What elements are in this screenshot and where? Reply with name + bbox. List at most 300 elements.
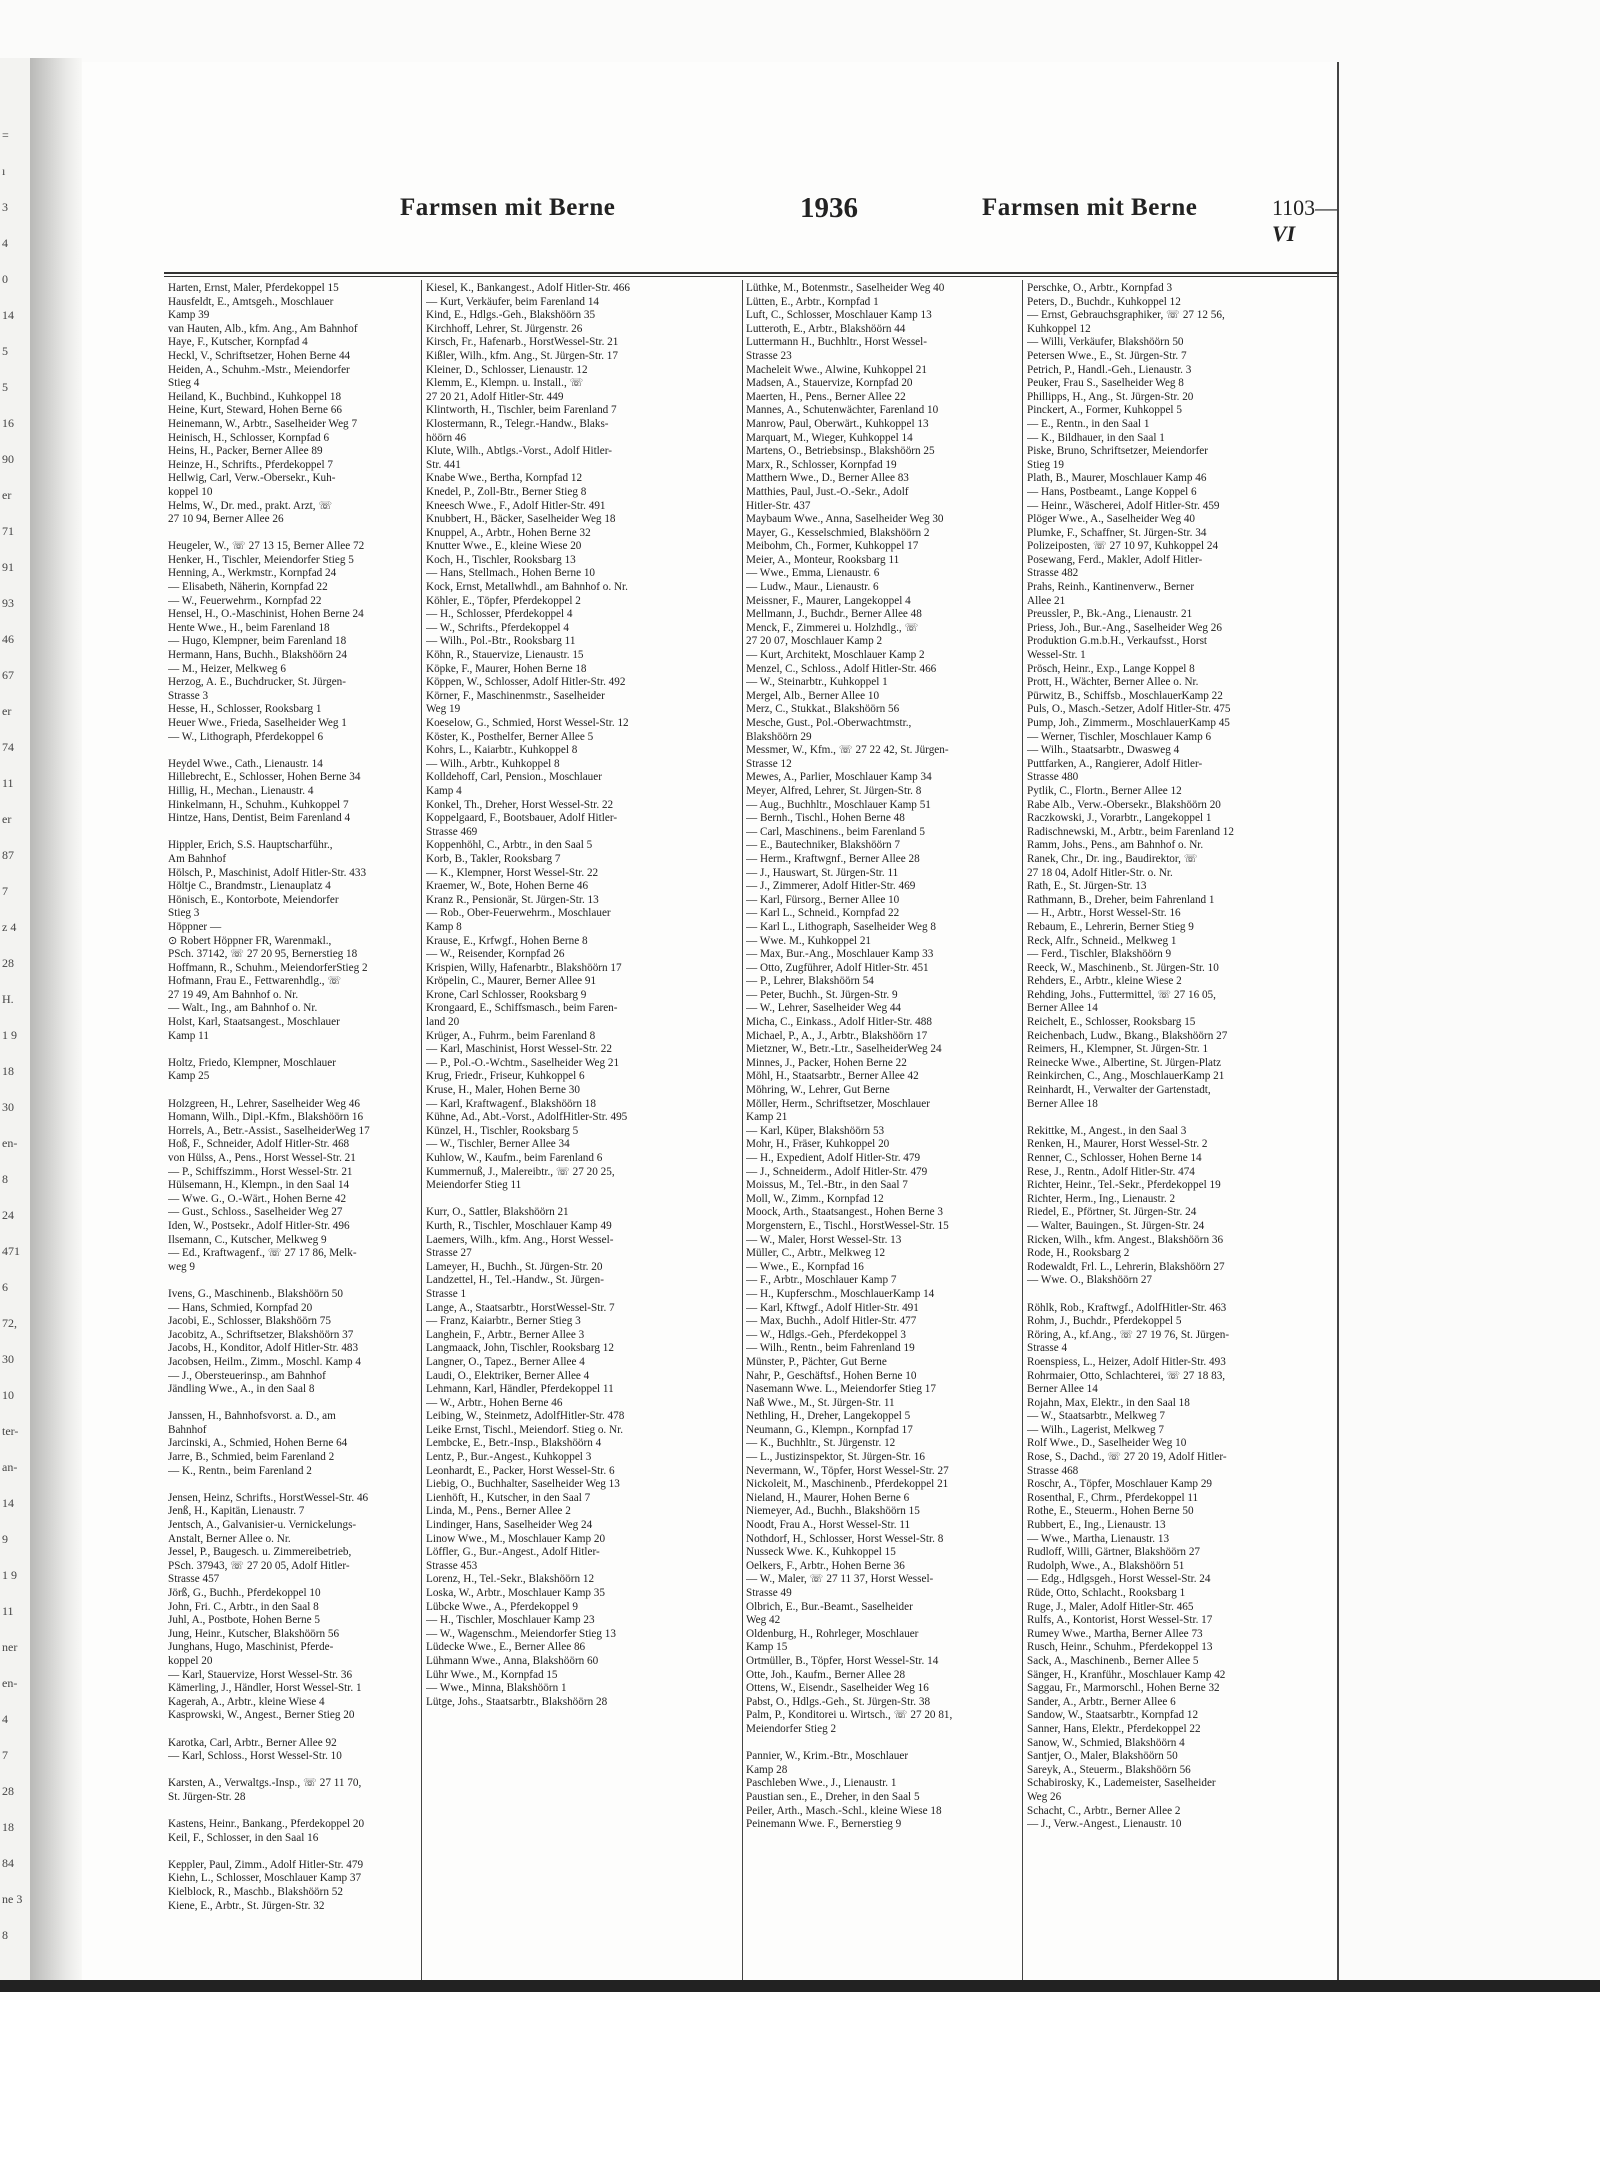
directory-entry-line: Ilsemann, C., Kutscher, Melkweg 9 <box>168 1233 327 1246</box>
directory-entry-line: Phillipps, H., Ang., St. Jürgen-Str. 20 <box>1027 390 1194 403</box>
directory-entry-line: Pannier, W., Krim.-Btr., Moschlauer <box>746 1750 909 1763</box>
directory-entry-line: Jarre, B., Schmied, beim Farenland 2 <box>168 1451 335 1464</box>
directory-entry-line: — K., Buchhltr., St. Jürgenstr. 12 <box>746 1437 896 1450</box>
directory-entry-line: Kagerah, A., Arbtr., kleine Wiese 4 <box>168 1695 325 1708</box>
directory-entry-line: — Werner, Tischler, Moschlauer Kamp 6 <box>1027 730 1212 743</box>
directory-entry-line: Kruse, H., Maler, Hohen Berne 30 <box>426 1084 580 1097</box>
directory-entry-line: Weg 19 <box>426 703 461 716</box>
directory-entry-line: — P., Pol.-O.-Wchtm., Saselheider Weg 21 <box>426 1056 620 1069</box>
directory-entry-line: Knubbert, H., Bäcker, Saselheider Weg 18 <box>426 513 616 526</box>
directory-entry-line: Mellmann, J., Buchdr., Berner Allee 48 <box>746 608 922 621</box>
directory-entry-line: Landzettel, H., Tel.-Handw., St. Jürgen- <box>426 1274 604 1287</box>
directory-entry-line: — W., Lithograph, Pferdekoppel 6 <box>168 730 324 743</box>
directory-entry-line: Lütge, Johs., Staatsarbtr., Blakshöörn 28 <box>426 1695 608 1708</box>
adjacent-page-fragment: 4 <box>2 1712 8 1726</box>
directory-entry-line: Krug, Friedr., Friseur, Kuhkoppel 6 <box>426 1070 585 1083</box>
directory-entry-line: — Gust., Schloss., Saselheider Weg 27 <box>168 1206 343 1219</box>
directory-entry-line: Hausfeldt, E., Amtsgeh., Moschlauer <box>168 295 334 308</box>
directory-entry-line: Ottens, W., Eisendr., Saselheider Weg 16 <box>746 1682 929 1695</box>
directory-entry-line: Am Bahnhof <box>168 852 227 865</box>
directory-entry-line: — Karl, Fürsorg., Berner Allee 10 <box>746 893 900 906</box>
directory-entry-line: Rode, H., Rooksbarg 2 <box>1027 1247 1130 1260</box>
directory-entry-line: Lütten, E., Arbtr., Kornpfad 1 <box>746 295 879 308</box>
adjacent-page-fragment: ı <box>2 164 6 178</box>
adjacent-page-fragment: 4 <box>2 236 8 250</box>
directory-entry-line: Strasse 4 <box>1027 1342 1068 1355</box>
directory-entry-line: Mietzner, W., Betr.-Ltr., SaselheiderWeg 24 <box>746 1043 942 1056</box>
directory-entry-line: Krongaard, E., Schiffsmasch., beim Faren- <box>426 1002 618 1015</box>
directory-entry-line: Reeck, W., Maschinenb., St. Jürgen-Str. 10 <box>1027 961 1219 974</box>
directory-entry-line: Lühr Wwe., M., Kornpfad 15 <box>426 1668 558 1681</box>
directory-entry-line: Posewang, Ferd., Makler, Adolf Hitler- <box>1027 553 1203 566</box>
directory-entry-line: — Max, Bur.-Ang., Moschlauer Kamp 33 <box>746 948 934 961</box>
adjacent-page-fragment: 90 <box>2 452 14 466</box>
directory-entry-line: höörn 46 <box>426 431 467 444</box>
directory-entry-line: Müller, C., Arbtr., Melkweg 12 <box>746 1247 886 1260</box>
directory-entry-line: Hitler-Str. 437 <box>746 499 811 512</box>
directory-entry-line: Reinhardt, H., Verwalter der Gartenstadt, <box>1027 1084 1211 1097</box>
directory-entry-line: Linda, M., Pens., Berner Allee 2 <box>426 1505 571 1518</box>
directory-entry-line: koppel 10 <box>168 485 213 498</box>
directory-entry-line: Knabe Wwe., Bertha, Kornpfad 12 <box>426 472 583 485</box>
directory-entry-line: Nieland, H., Maurer, Hohen Berne 6 <box>746 1491 910 1504</box>
directory-entry-line: Köhn, R., Stauervize, Lienaustr. 15 <box>426 649 584 662</box>
directory-entry-line: — K., Bildhauer, in den Saal 1 <box>1027 431 1165 444</box>
directory-entry-line: Kneesch Wwe., F., Adolf Hitler-Str. 491 <box>426 499 606 512</box>
directory-entry-line: Röring, A., kf.Ang., ☏ 27 19 76, St. Jürgen- <box>1027 1328 1230 1341</box>
directory-entry-line: Berner Allee 18 <box>1027 1097 1098 1110</box>
directory-entry-line: — Wwe., Emma, Lienaustr. 6 <box>746 567 880 580</box>
directory-entry-line: Peiler, Arth., Masch.-Schl., kleine Wiese 18 <box>746 1804 942 1817</box>
directory-entry-line: Koeselow, G., Schmied, Horst Wessel-Str. 12 <box>426 717 629 729</box>
directory-entry-line: Leibing, W., Steinmetz, AdolfHitler-Str. 478 <box>426 1410 625 1423</box>
directory-entry-line: Jentsch, A., Galvanisier-u. Vernickelungs- <box>168 1519 357 1532</box>
directory-entry-line: — Ludw., Maur., Lienaustr. 6 <box>746 581 879 594</box>
directory-entry-line: — W., Feuerwehrm., Kornpfad 22 <box>168 594 322 607</box>
directory-entry-line: — Wilh., Pol.-Btr., Rooksbarg 11 <box>426 635 576 648</box>
directory-entry-line: Strasse 23 <box>746 349 792 362</box>
directory-entry-line: Rose, S., Dachd., ☏ 27 20 19, Adolf Hitler- <box>1027 1451 1227 1464</box>
directory-entry-line: Lembcke, E., Betr.-Insp., Blakshöörn 4 <box>426 1437 602 1450</box>
adjacent-page-fragment: 1 9 <box>2 1028 17 1042</box>
directory-entry-line: Jarcinski, A., Schmied, Hohen Berne 64 <box>168 1437 348 1450</box>
directory-entry-line: — W., Tischler, Berner Allee 34 <box>426 1138 570 1151</box>
directory-entry-line: Laudi, O., Elektriker, Berner Allee 4 <box>426 1369 590 1382</box>
directory-entry-line: Weg 42 <box>746 1614 781 1627</box>
directory-entry-line: Weg 26 <box>1027 1790 1062 1803</box>
adjacent-page-fragment: 7 <box>2 1748 8 1762</box>
directory-entry-line: Kißler, Wilh., kfm. Ang., St. Jürgen-Str. 17 <box>426 349 618 362</box>
directory-entry-line: Jacobitz, A., Schriftsetzer, Blakshöörn 37 <box>168 1328 354 1341</box>
directory-entry-line: — Karl L., Lithograph, Saselheider Weg 8 <box>746 920 936 933</box>
directory-entry-line: Moock, Arth., Staatsangest., Hohen Berne 3 <box>746 1206 943 1219</box>
adjacent-page-fragment: 30 <box>2 1352 14 1366</box>
directory-entry-line: Herzog, A. E., Buchdrucker, St. Jürgen- <box>168 676 346 689</box>
directory-entry-line: Kiehn, L., Schlosser, Moschlauer Kamp 37 <box>168 1872 362 1885</box>
directory-entry-line: Strasse 12 <box>746 757 792 770</box>
directory-entry-line: — Ernst, Gebrauchsgraphiker, ☏ 27 12 56, <box>1027 309 1225 322</box>
adjacent-page-fragment: en- <box>2 1136 18 1150</box>
blank-scan-area <box>0 1992 1600 2177</box>
page-header <box>82 182 1342 246</box>
adjacent-page-fragment: er <box>2 704 12 718</box>
directory-entry-line: Sanow, W., Schmied, Blakshöörn 4 <box>1027 1736 1185 1749</box>
directory-entry-line: — Karl L., Schneid., Kornpfad 22 <box>746 907 900 920</box>
directory-entry-line: Kamp 21 <box>746 1111 788 1124</box>
directory-entry-line: Hinkelmann, H., Schuhm., Kuhkoppel 7 <box>168 798 349 811</box>
directory-entry-line: Koch, H., Tischler, Rooksbarg 13 <box>426 553 576 566</box>
directory-entry-line <box>168 826 420 840</box>
directory-entry-line: Karsten, A., Verwaltgs.-Insp., ☏ 27 11 70, <box>168 1777 362 1790</box>
directory-entry-line: Meissner, F., Maurer, Langekoppel 4 <box>746 594 911 607</box>
directory-entry-line: Strasse 1 <box>426 1287 467 1300</box>
directory-entry-line: Palm, P., Konditorei u. Wirtsch., ☏ 27 20 81, <box>746 1709 953 1722</box>
directory-entry-line: Jensen, Heinz, Schrifts., HorstWessel-Str. 46 <box>168 1491 369 1504</box>
adjacent-page-fragment: = <box>2 128 9 142</box>
directory-entry-line: Hente Wwe., H., beim Farenland 18 <box>168 621 330 634</box>
directory-column-4 <box>1027 282 1327 1832</box>
directory-entry-line: — Hugo, Klempner, beim Farenland 18 <box>168 635 347 648</box>
directory-entry-line: Knutter Wwe., E., kleine Wiese 20 <box>426 540 582 553</box>
directory-entry-line: Leonhardt, E., Packer, Horst Wessel-Str. 6 <box>426 1464 615 1477</box>
directory-entry-line: Möhl, H., Staatsarbtr., Berner Allee 42 <box>746 1070 919 1083</box>
directory-entry-line: Hintze, Hans, Dentist, Beim Farenland 4 <box>168 812 351 825</box>
directory-entry-line: — Karl, Kraftwagenf., Blakshöörn 18 <box>426 1097 596 1110</box>
directory-entry-line: Rabe Alb., Verw.-Obersekr., Blakshöörn 20 <box>1027 798 1221 811</box>
directory-entry-line: Korb, B., Takler, Rooksbarg 7 <box>426 852 561 865</box>
directory-entry-line: Kamp 28 <box>746 1763 788 1776</box>
directory-entry-line: — J., Hauswart, St. Jürgen-Str. 11 <box>746 866 899 879</box>
directory-entry-line: — L., Justizinspektor, St. Jürgen-Str. 16 <box>746 1451 925 1464</box>
directory-entry-line: Kämerling, J., Händler, Horst Wessel-Str. 1 <box>168 1682 362 1695</box>
directory-entry-line: — Ed., Kraftwagenf., ☏ 27 17 86, Melk- <box>168 1247 357 1260</box>
directory-entry-line: — Ferd., Tischler, Blakshöörn 9 <box>1027 948 1172 961</box>
column-separator <box>421 280 422 2030</box>
directory-entry-line: Höltje C., Brandmstr., Lienauplatz 4 <box>168 880 331 893</box>
directory-entry-line: Luft, C., Schlosser, Moschlauer Kamp 13 <box>746 309 932 322</box>
directory-entry-line: Priess, Joh., Bur.-Ang., Saselheider Weg 26 <box>1027 621 1222 634</box>
directory-entry-line: Köster, K., Posthelfer, Berner Allee 5 <box>426 730 594 743</box>
adjacent-page-fragment: 11 <box>2 1604 14 1618</box>
directory-entry-line: Henning, A., Werkmstr., Kornpfad 24 <box>168 567 337 580</box>
directory-entry-line: Nasemann Wwe. L., Meiendorfer Stieg 17 <box>746 1383 936 1396</box>
directory-entry-line: — Karl, Kftwgf., Adolf Hitler-Str. 491 <box>746 1301 919 1314</box>
column-separator <box>1022 280 1023 2030</box>
directory-entry-line: Lüthke, M., Botenmstr., Saselheider Weg 40 <box>746 282 945 294</box>
directory-entry-line: Plumke, F., Schaffner, St. Jürgen-Str. 34 <box>1027 526 1207 539</box>
directory-entry-line: Hippler, Erich, S.S. Hauptscharführ., <box>168 839 333 852</box>
directory-entry-line: koppel 20 <box>168 1654 213 1667</box>
directory-entry-line: Wessel-Str. 1 <box>1027 649 1086 662</box>
directory-entry-line: Reichelt, E., Schlosser, Rooksbarg 15 <box>1027 1016 1196 1029</box>
directory-entry-line: Richter, Herm., Ing., Lienaustr. 2 <box>1027 1192 1176 1205</box>
directory-entry-line: 27 19 49, Am Bahnhof o. Nr. <box>168 988 299 1001</box>
directory-entry-line: Ruge, J., Maler, Adolf Hitler-Str. 465 <box>1027 1600 1194 1613</box>
directory-entry-line: Hellwig, Carl, Verw.-Obersekr., Kuh- <box>168 472 336 485</box>
directory-entry-line: — Edg., Hdlgsgeh., Horst Wessel-Str. 24 <box>1027 1573 1211 1586</box>
directory-entry-line: Rudloff, Willi, Gärtner, Blakshöörn 27 <box>1027 1546 1201 1559</box>
directory-entry-line: Nevermann, W., Töpfer, Horst Wessel-Str. 27 <box>746 1464 949 1477</box>
directory-entry-line: Reck, Alfr., Schneid., Melkweg 1 <box>1027 934 1177 947</box>
directory-entry-line: Kastens, Heinr., Bankang., Pferdekoppel 20 <box>168 1818 365 1831</box>
adjacent-page-fragment: 28 <box>2 956 14 970</box>
directory-entry-line: Kirsch, Fr., Hafenarb., HorstWessel-Str. 21 <box>426 336 619 349</box>
directory-entry-line: — K., Klempner, Horst Wessel-Str. 22 <box>426 866 599 879</box>
directory-entry-line: Lange, A., Staatsarbtr., HorstWessel-Str. 7 <box>426 1301 615 1314</box>
directory-entry-line: Prahs, Reinh., Kantinenverw., Berner <box>1027 581 1195 594</box>
directory-entry-line: Paustian sen., E., Dreher, in den Saal 5 <box>746 1790 920 1803</box>
adjacent-page-fragment: 87 <box>2 848 14 862</box>
directory-entry-line: — Wilh., Rentn., beim Fahrenland 19 <box>746 1342 915 1355</box>
directory-entry-line: Heugeler, W., ☏ 27 13 15, Berner Allee 72 <box>168 540 365 553</box>
directory-entry-line: Schacht, C., Arbtr., Berner Allee 2 <box>1027 1804 1181 1817</box>
directory-entry-line: Rubbert, E., Ing., Lienaustr. 13 <box>1027 1519 1166 1532</box>
directory-entry-line: Peuker, Frau S., Saselheider Weg 8 <box>1027 377 1184 390</box>
adjacent-page-fragment: 74 <box>2 740 14 754</box>
directory-entry-line: Micha, C., Einkass., Adolf Hitler-Str. 488 <box>746 1016 932 1029</box>
directory-entry-line: Lühmann Wwe., Anna, Blakshöörn 60 <box>426 1654 599 1667</box>
directory-entry-line: Pinckert, A., Former, Kuhkoppel 5 <box>1027 404 1182 417</box>
directory-entry-line: Kiesel, K., Bankangest., Adolf Hitler-Str. 466 <box>426 282 630 294</box>
directory-entry-line: Plath, B., Maurer, Moschlauer Kamp 46 <box>1027 472 1207 485</box>
directory-entry-line <box>168 1805 420 1819</box>
directory-entry-line: Petersen Wwe., E., St. Jürgen-Str. 7 <box>1027 349 1187 362</box>
directory-entry-line: Laemers, Wilh., kfm. Ang., Horst Wessel- <box>426 1233 614 1246</box>
directory-entry-line: Niemeyer, Ad., Buchh., Blakshöörn 15 <box>746 1505 920 1518</box>
directory-entry-line: Jacobsen, Heilm., Zimm., Moschl. Kamp 4 <box>168 1355 361 1368</box>
directory-entry-line: Jacobi, E., Schlosser, Blakshöörn 75 <box>168 1315 331 1328</box>
directory-entry-line: Heuer Wwe., Frieda, Saselheider Weg 1 <box>168 717 347 729</box>
directory-entry-line: Keppler, Paul, Zimm., Adolf Hitler-Str. 479 <box>168 1858 364 1871</box>
directory-entry-line <box>168 1043 420 1057</box>
directory-entry-line: Reimers, H., Klempner, St. Jürgen-Str. 1 <box>1027 1043 1209 1056</box>
directory-entry-line: Ricken, Wilh., kfm. Angest., Blakshöörn 36 <box>1027 1233 1224 1246</box>
directory-entry-line: Saggau, Fr., Marmorschl., Hohen Berne 32 <box>1027 1682 1220 1695</box>
directory-entry-line: Jessel, P., Baugesch. u. Zimmereibetrieb, <box>168 1546 352 1559</box>
book-gutter-shadow <box>30 58 82 1983</box>
directory-entry-line: Kind, E., Hdlgs.-Geh., Blakshöörn 35 <box>426 309 596 322</box>
directory-entry-line: Polizeiposten, ☏ 27 10 97, Kuhkoppel 24 <box>1027 540 1219 553</box>
directory-entry-line: Strasse 482 <box>1027 567 1079 580</box>
directory-entry-line: Kranz R., Pensionär, St. Jürgen-Str. 13 <box>426 893 599 906</box>
directory-entry-line: — F., Arbtr., Moschlauer Kamp 7 <box>746 1274 897 1287</box>
directory-entry-line: — Wwe. O., Blakshöörn 27 <box>1027 1274 1153 1287</box>
directory-entry-line: Hermann, Hans, Buchh., Blakshöörn 24 <box>168 649 347 662</box>
directory-entry-line: Klintworth, H., Tischler, beim Farenland 7 <box>426 404 617 417</box>
directory-entry-line: — Kurt, Architekt, Moschlauer Kamp 2 <box>746 649 925 662</box>
directory-entry-line: Rohm, J., Buchdr., Pferdekoppel 5 <box>1027 1315 1182 1328</box>
adjacent-page-fragment: 18 <box>2 1064 14 1078</box>
directory-entry-line: Horrels, A., Betr.-Assist., SaselheiderWeg 17 <box>168 1124 370 1137</box>
adjacent-page-fragment: H. <box>2 992 14 1006</box>
adjacent-page-fragment: 1 9 <box>2 1568 17 1582</box>
directory-entry-line: Lüdecke Wwe., E., Berner Allee 86 <box>426 1641 586 1654</box>
header-left-title: Farmsen mit Berne <box>400 194 616 221</box>
adjacent-page-fragment: 16 <box>2 416 14 430</box>
adjacent-page-fragment: 8 <box>2 1928 8 1942</box>
directory-entry-line: Berner Allee 14 <box>1027 1383 1098 1396</box>
directory-entry-line: Merz, C., Stukkat., Blakshöörn 56 <box>746 703 900 716</box>
directory-entry-line: Puttfarken, A., Rangierer, Adolf Hitler- <box>1027 757 1203 770</box>
directory-entry-line: Meiendorfer Stieg 11 <box>426 1179 522 1192</box>
directory-entry-line: Konkel, Th., Dreher, Horst Wessel-Str. 22 <box>426 798 614 811</box>
directory-entry-line: Mohr, H., Fräser, Kuhkoppel 20 <box>746 1138 890 1151</box>
directory-entry-line: Holtz, Friedo, Klempner, Moschlauer <box>168 1056 336 1069</box>
directory-entry-line: Rath, E., St. Jürgen-Str. 13 <box>1027 880 1147 893</box>
directory-entry-line: Künzel, H., Tischler, Rooksbarg 5 <box>426 1124 579 1137</box>
directory-entry-line: Krone, Carl Schlosser, Rooksbarg 9 <box>426 988 587 1001</box>
directory-entry-line <box>168 1478 420 1492</box>
directory-entry-line: — W., Schrifts., Pferdekoppel 4 <box>426 621 569 634</box>
directory-entry-line: Strasse 457 <box>168 1573 220 1586</box>
directory-entry-line: Meyer, Alfred, Lehrer, St. Jürgen-Str. 8 <box>746 784 922 797</box>
directory-entry-line: Rüde, Otto, Schlacht., Rooksbarg 1 <box>1027 1587 1186 1599</box>
directory-entry-line: Kasprowski, W., Angest., Berner Stieg 20 <box>168 1709 355 1722</box>
adjacent-page-fragment: 0 <box>2 272 8 286</box>
directory-entry-line: — Wilh., Lagerist, Melkweg 7 <box>1027 1423 1164 1436</box>
directory-entry-line: Holzgreen, H., Lehrer, Saselheider Weg 46 <box>168 1097 360 1110</box>
adjacent-page-fragment: ne 3 <box>2 1892 23 1906</box>
directory-entry-line: Strasse 453 <box>426 1559 478 1572</box>
directory-entry-line: Helms, W., Dr. med., prakt. Arzt, ☏ <box>168 499 333 512</box>
adjacent-page-fragment: er <box>2 812 12 826</box>
directory-entry-line: — Bernh., Tischl., Hohen Berne 48 <box>746 812 905 825</box>
directory-entry-line: Nahr, P., Geschäftsf., Hohen Berne 10 <box>746 1369 917 1382</box>
directory-entry-line: Janssen, H., Bahnhofsvorst. a. D., am <box>168 1410 336 1423</box>
directory-entry-line: — K., Rentn., beim Farenland 2 <box>168 1464 312 1477</box>
directory-entry-line: — Wwe. M., Kuhkoppel 21 <box>746 934 872 947</box>
directory-entry-line: Kirchhoff, Lehrer, St. Jürgenstr. 26 <box>426 322 583 335</box>
adjacent-page-fragment: ter- <box>2 1424 19 1438</box>
adjacent-page-fragment: 67 <box>2 668 14 682</box>
directory-entry-line <box>746 1737 1020 1751</box>
directory-entry-line: Langhein, F., Arbtr., Berner Allee 3 <box>426 1328 585 1341</box>
directory-entry-line: — Carl, Maschinens., beim Farenland 5 <box>746 825 925 838</box>
directory-entry-line: Münster, P., Pächter, Gut Berne <box>746 1355 887 1368</box>
header-page-number <box>1272 195 1342 247</box>
directory-entry-line: — Karl, Schloss., Horst Wessel-Str. 10 <box>168 1750 342 1763</box>
directory-entry-line: Hülsemann, H., Klempn., in den Saal 14 <box>168 1179 350 1192</box>
directory-entry-line <box>426 1193 740 1207</box>
directory-entry-line: Strasse 49 <box>746 1587 792 1599</box>
directory-entry-line: Hensel, H., O.-Maschinist, Hohen Berne 24 <box>168 608 364 621</box>
directory-entry-line: Renken, H., Maurer, Horst Wessel-Str. 2 <box>1027 1138 1208 1151</box>
directory-entry-line: Lübcke Wwe., A., Pferdekoppel 9 <box>426 1600 579 1613</box>
directory-entry-line: — W., Arbtr., Hohen Berne 46 <box>426 1396 563 1409</box>
directory-entry-line: Jenß, H., Kapitän, Lienaustr. 7 <box>168 1505 305 1518</box>
directory-entry-line: Nethling, H., Dreher, Langekoppel 5 <box>746 1410 911 1423</box>
directory-entry-line: Rulfs, A., Kontorist, Horst Wessel-Str. 17 <box>1027 1614 1213 1627</box>
adjacent-page-fragment: 30 <box>2 1100 14 1114</box>
directory-entry-line: Rojahn, Max, Elektr., in den Saal 18 <box>1027 1396 1190 1409</box>
directory-entry-line: Hillebrecht, E., Schlosser, Hohen Berne 34 <box>168 771 361 784</box>
directory-entry-line: Menzel, C., Schloss., Adolf Hitler-Str. 466 <box>746 662 937 675</box>
directory-entry-line: Lentz, P., Bur.-Angest., Kuhkoppel 3 <box>426 1451 592 1464</box>
directory-entry-line: Sander, A., Arbtr., Berner Allee 6 <box>1027 1695 1176 1708</box>
directory-entry-line: Matthern Wwe., D., Berner Allee 83 <box>746 472 909 485</box>
directory-entry-line: Keil, F., Schlosser, in den Saal 16 <box>168 1831 319 1844</box>
directory-entry-line: Heinze, H., Schrifts., Pferdekoppel 7 <box>168 458 333 471</box>
directory-entry-line: Knuppel, A., Arbtr., Hohen Berne 32 <box>426 526 591 539</box>
adjacent-page-fragment: 8 <box>2 1172 8 1186</box>
column-separator <box>742 280 743 2030</box>
directory-entry-line: Petrich, P., Handl.-Geh., Lienaustr. 3 <box>1027 363 1192 376</box>
directory-entry-line: — H., Schlosser, Pferdekoppel 4 <box>426 608 573 621</box>
directory-entry-line: Strasse 480 <box>1027 771 1079 784</box>
directory-entry-line: — Wilh., Staatsarbtr., Dwasweg 4 <box>1027 744 1180 757</box>
directory-entry-line: Marx, R., Schlosser, Kornpfad 19 <box>746 458 897 471</box>
directory-entry-line: Schabirosky, K., Lademeister, Saselheider <box>1027 1777 1216 1790</box>
directory-entry-line: Jörß, G., Buchh., Pferdekoppel 10 <box>168 1587 321 1599</box>
directory-entry-line: St. Jürgen-Str. 28 <box>168 1790 246 1803</box>
directory-entry-line: Kuhlow, W., Kaufm., beim Farenland 6 <box>426 1152 603 1164</box>
directory-entry-line: — Wwe., Minna, Blakshöörn 1 <box>426 1682 567 1695</box>
directory-entry-line: Perschke, O., Arbtr., Kornpfad 3 <box>1027 282 1173 294</box>
directory-entry-line: Linow Wwe., M., Moschlauer Kamp 20 <box>426 1532 606 1545</box>
directory-entry-line: Kamp 15 <box>746 1641 788 1654</box>
directory-entry-line: Stieg 3 <box>168 907 200 920</box>
header-year: 1936 <box>800 192 858 224</box>
directory-entry-line: Heinemann, W., Arbtr., Saselheider Weg 7 <box>168 417 358 430</box>
directory-entry-line <box>168 1764 420 1778</box>
directory-entry-line: Klute, Wilh., Abtlgs.-Vorst., Adolf Hitler- <box>426 445 612 458</box>
directory-entry-line: — Willi, Verkäufer, Blakshöörn 50 <box>1027 336 1184 349</box>
directory-entry-line: Luttermann H., Buchhltr., Horst Wessel- <box>746 336 927 349</box>
directory-entry-line: — W., Wagenschm., Meiendorfer Stieg 13 <box>426 1627 616 1640</box>
directory-entry-line: Berner Allee 14 <box>1027 1002 1098 1015</box>
directory-entry-line: PSch. 37142, ☏ 27 20 95, Bernerstieg 18 <box>168 948 358 961</box>
directory-entry-line: Heinisch, H., Schlosser, Kornpfad 6 <box>168 431 330 444</box>
directory-entry-line <box>1027 1111 1327 1125</box>
directory-entry-line: Krüger, A., Fuhrm., beim Farenland 8 <box>426 1029 596 1042</box>
directory-entry-line: Produktion G.m.b.H., Verkaufsst., Horst <box>1027 635 1208 648</box>
directory-entry-line: Kühne, Ad., Abt.-Vorst., AdolfHitler-Str. 495 <box>426 1111 628 1124</box>
directory-entry-line: Strasse 3 <box>168 689 209 702</box>
directory-entry-line: — Karl, Küper, Blakshöörn 53 <box>746 1124 885 1137</box>
directory-entry-line <box>1027 1288 1327 1302</box>
directory-entry-line: — Wwe., E., Kornpfad 16 <box>746 1260 864 1273</box>
page-number-suffix: VI <box>1272 221 1296 246</box>
directory-entry-line: Lienhöft, H., Kutscher, in den Saal 7 <box>426 1491 591 1504</box>
directory-entry-line: Neumann, G., Klempn., Kornpfad 17 <box>746 1423 913 1436</box>
directory-entry-line: Peinemann Wwe. F., Bernerstieg 9 <box>746 1818 902 1831</box>
directory-entry-line: — W., Reisender, Kornpfad 26 <box>426 948 565 961</box>
directory-entry-line: — Walt., Ing., am Bahnhof o. Nr. <box>168 1002 318 1015</box>
directory-entry-line: Sänger, H., Kranführ., Moschlauer Kamp 42 <box>1027 1668 1226 1681</box>
directory-entry-line: — P., Schiffszimm., Horst Wessel-Str. 21 <box>168 1165 353 1178</box>
directory-entry-line: Lehmann, Karl, Händler, Pferdekoppel 11 <box>426 1383 614 1396</box>
directory-entry-line: 27 18 04, Adolf Hitler-Str. o. Nr. <box>1027 866 1173 879</box>
directory-entry-line: Kurr, O., Sattler, Blakshöörn 21 <box>426 1206 569 1219</box>
directory-entry-line: Maerten, H., Pens., Berner Allee 22 <box>746 390 906 403</box>
directory-entry-line: — W., Steinarbtr., Kuhkoppel 1 <box>746 676 888 689</box>
directory-entry-line: — P., Lehrer, Blakshöörn 54 <box>746 975 874 988</box>
adjacent-page-fragment: ner <box>2 1640 18 1654</box>
directory-entry-line: Kummernuß, J., Malereibtr., ☏ 27 20 25, <box>426 1165 615 1178</box>
directory-entry-line: Hillig, H., Mechan., Lienaustr. 4 <box>168 784 314 797</box>
directory-entry-line: Raczkowski, J., Vorarbtr., Langekoppel 1 <box>1027 812 1212 825</box>
directory-entry-line: — Hans, Stellmach., Hohen Berne 10 <box>426 567 596 580</box>
directory-entry-line: Knedel, P., Zoll-Btr., Berner Stieg 8 <box>426 485 587 498</box>
directory-entry-line: Körner, F., Maschinenmstr., Saselheider <box>426 689 605 702</box>
directory-entry-line: — Franz, Kaiarbtr., Berner Stieg 3 <box>426 1315 581 1328</box>
directory-entry-line: Kock, Ernst, Metallwhdl., am Bahnhof o. Nr. <box>426 581 628 594</box>
directory-entry-line: Sanner, Hans, Elektr., Pferdekoppel 22 <box>1027 1722 1201 1735</box>
adjacent-page-fragment: 7 <box>2 884 8 898</box>
directory-entry-line: Lorenz, H., Tel.-Sekr., Blakshöörn 12 <box>426 1573 595 1586</box>
directory-entry-line: Pabst, O., Hdlgs.-Geh., St. Jürgen-Str. 38 <box>746 1695 931 1708</box>
directory-entry-line: Mesche, Gust., Pol.-Oberwachtmstr., <box>746 717 912 729</box>
